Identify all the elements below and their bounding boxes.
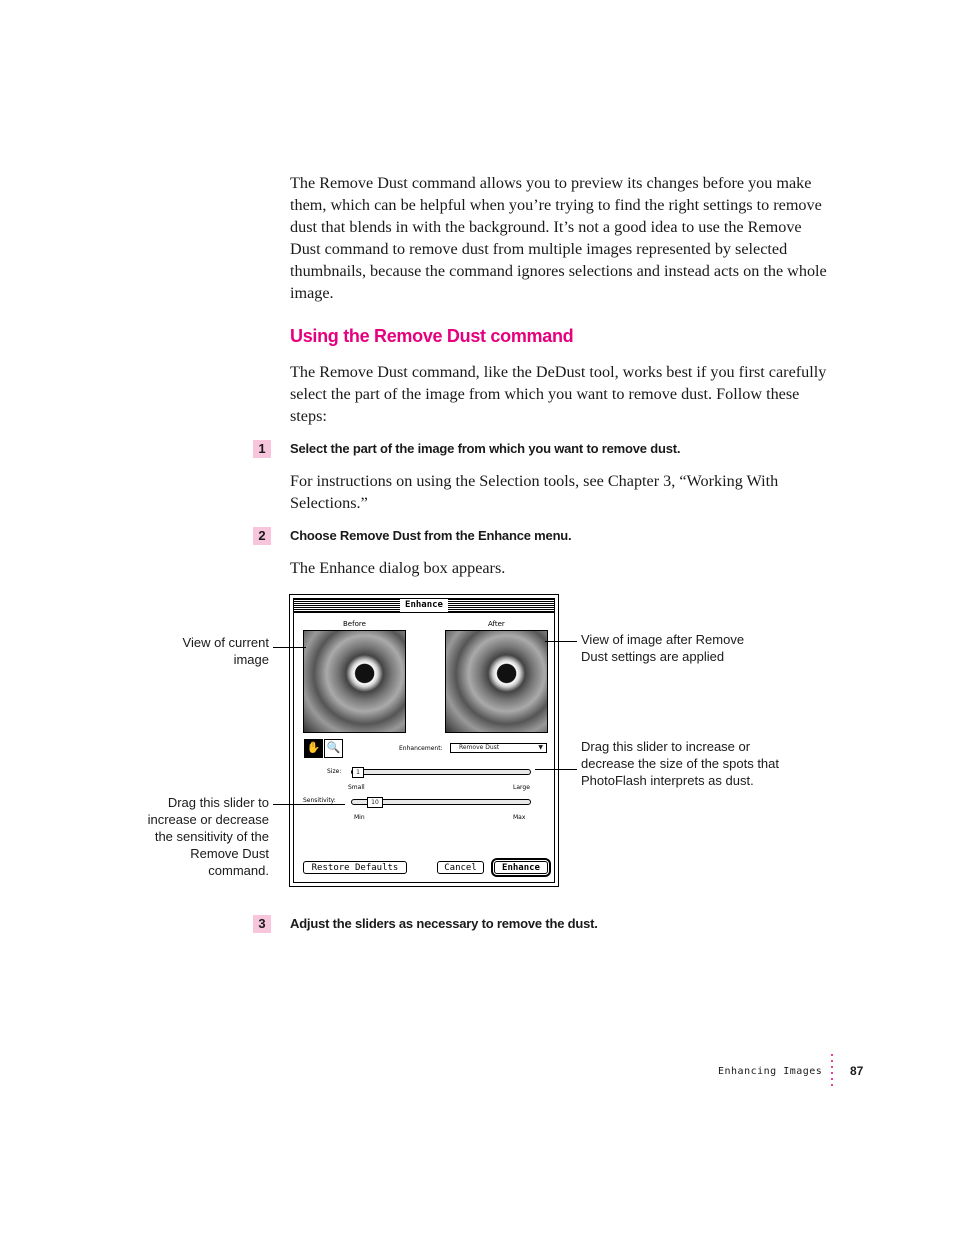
popup-arrow-icon: ▼ — [538, 744, 543, 751]
callout-after-image: View of image after Remove Dust settings are applied — [581, 632, 745, 664]
dialog-frame — [293, 598, 555, 883]
step-2-badge: 2 — [253, 527, 271, 545]
callout-sensitivity-slider-leader — [273, 804, 345, 805]
magnifier-tool-icon[interactable]: 🔍 — [324, 739, 343, 758]
enhance-button[interactable]: Enhance — [494, 861, 548, 874]
footer-dots — [831, 1054, 834, 1090]
sensitivity-slider-thumb[interactable]: 10 — [367, 797, 383, 808]
after-image — [445, 630, 548, 733]
callout-current-image-leader — [273, 647, 306, 648]
enhancement-label: Enhancement: — [399, 745, 443, 752]
step-1-badge: 1 — [253, 440, 271, 458]
sensitivity-label: Sensitivity: — [303, 797, 336, 804]
enhancement-popup[interactable] — [450, 743, 547, 753]
dialog-title: Enhance — [400, 599, 448, 612]
size-slider-track[interactable] — [351, 769, 531, 775]
before-label: Before — [343, 620, 366, 628]
page-number: 87 — [850, 1064, 864, 1078]
callout-current-image: View of current image — [182, 635, 269, 667]
size-label: Size: — [327, 768, 342, 775]
section-intro: The Remove Dust command, like the DeDust tool, works best if you first carefully select the part of the image from which you want to remove dust. Follow these steps: — [290, 363, 827, 425]
step-2-text: Choose Remove Dust from the Enhance menu. — [290, 528, 572, 543]
hand-tool-icon[interactable]: ✋ — [304, 739, 323, 758]
callout-size-slider-leader — [535, 769, 577, 770]
section-heading: Using the Remove Dust command — [290, 326, 574, 346]
intro-paragraph: The Remove Dust command allows you to preview its changes before you make them, which can be helpful when you’re trying to find the right settings to remove dust that blends in with the background. It’s not a good idea to use the Remove Dust command to remove dust from multiple images represented by selected thumbnails, because the command ignores selections and instead acts on the whole image. — [290, 174, 827, 302]
step-3-text: Adjust the sliders as necessary to remove the dust. — [290, 916, 598, 931]
footer-chapter: Enhancing Images — [718, 1066, 823, 1077]
after-label: After — [488, 620, 505, 628]
callout-size-slider: Drag this slider to increase or decrease the size of the spots that PhotoFlash interprets as dust. — [581, 739, 780, 788]
restore-defaults-button[interactable]: Restore Defaults — [303, 861, 407, 874]
sensitivity-min-label: Min — [354, 814, 365, 821]
dialog-titlebar — [294, 599, 554, 613]
callout-after-image-leader — [545, 641, 577, 642]
step-3-badge: 3 — [253, 915, 271, 933]
enhancement-value: Remove Dust — [459, 744, 500, 751]
step-1-body: For instructions on using the Selection tools, see Chapter 3, “Working With Selections.” — [290, 472, 779, 512]
callout-sensitivity-slider: Drag this slider to increase or decrease the sensitivity of the Remove Dust command. — [147, 795, 269, 878]
step-1-text: Select the part of the image from which you want to remove dust. — [290, 441, 681, 456]
before-image — [303, 630, 406, 733]
step-2-body: The Enhance dialog box appears. — [290, 559, 506, 577]
size-slider-thumb[interactable]: 1 — [352, 767, 364, 778]
enhance-dialog — [289, 594, 559, 887]
size-max-label: Large — [513, 784, 530, 791]
size-min-label: Small — [348, 784, 365, 791]
cancel-button[interactable]: Cancel — [437, 861, 484, 874]
sensitivity-max-label: Max — [513, 814, 526, 821]
